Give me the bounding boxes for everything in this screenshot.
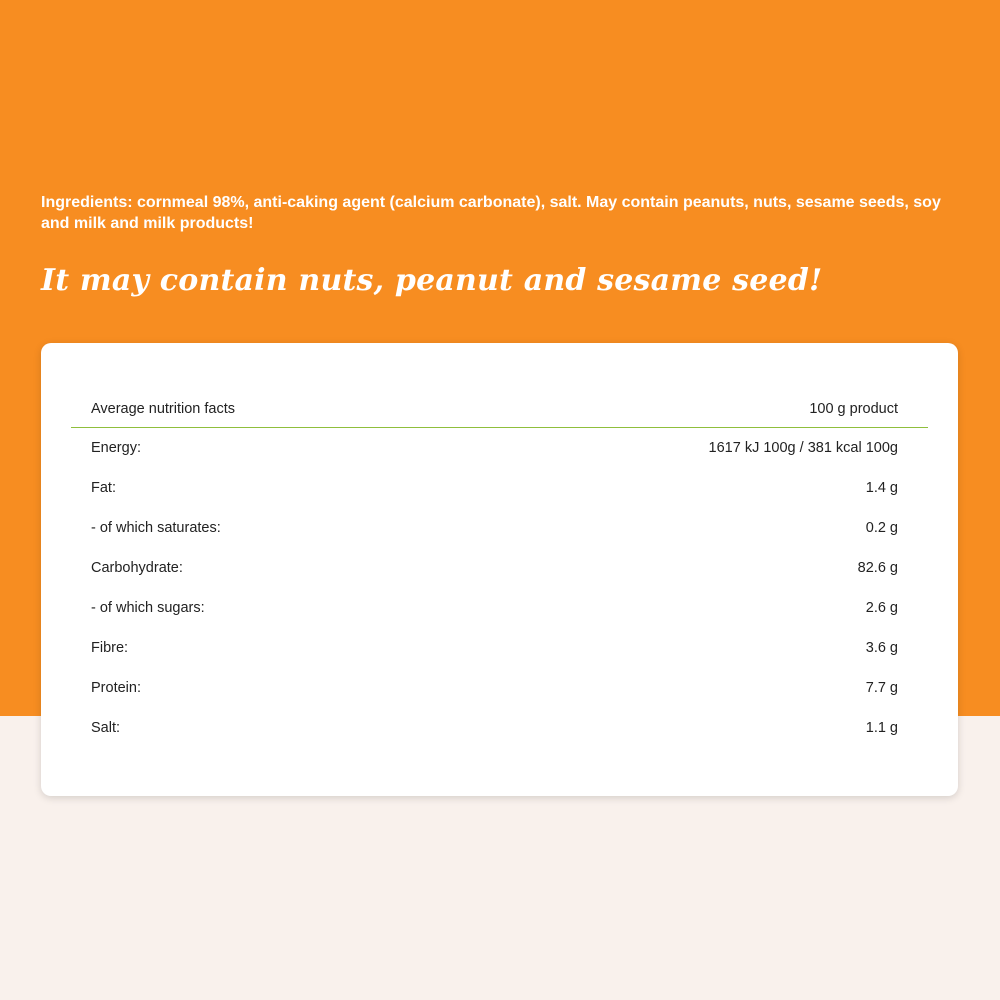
nutrition-row-sugars — [71, 588, 928, 628]
nutrition-header-value: 100 g product — [809, 401, 898, 417]
nutrition-row-label: - of which sugars: — [91, 600, 205, 616]
nutrition-row-value: 2.6 g — [865, 600, 898, 616]
nutrition-row-value: 3.6 g — [865, 640, 898, 656]
nutrition-row-value: 1.1 g — [865, 720, 898, 736]
nutrition-header-label: Average nutrition facts — [91, 401, 236, 417]
nutrition-row-carbohydrate — [71, 548, 928, 588]
nutrition-row-value: 82.6 g — [857, 560, 898, 576]
nutrition-row-value: 1.4 g — [865, 480, 898, 496]
nutrition-row-label: Protein: — [91, 680, 141, 696]
nutrition-row-value: 1617 kJ 100g / 381 kcal 100g — [708, 440, 898, 456]
nutrition-row-value: 0.2 g — [865, 520, 898, 536]
nutrition-row-energy — [71, 428, 928, 468]
nutrition-row-label: Carbohydrate: — [91, 560, 183, 576]
nutrition-row-label: Energy: — [91, 440, 141, 456]
nutrition-row-label: Salt: — [91, 720, 121, 736]
nutrition-row-saturates — [71, 508, 928, 548]
nutrition-row-value: 7.7 g — [865, 680, 898, 696]
nutrition-card — [41, 343, 958, 796]
nutrition-table — [71, 391, 928, 748]
nutrition-row-salt — [71, 708, 928, 748]
nutrition-row-fat — [71, 468, 928, 508]
allergen-warning: It may contain nuts, peanut and sesame seed! — [41, 263, 823, 298]
nutrition-header-row — [71, 391, 928, 428]
nutrition-row-label: Fat: — [91, 480, 116, 496]
nutrition-row-label: Fibre: — [91, 640, 129, 656]
nutrition-row-fibre — [71, 628, 928, 668]
nutrition-row-label: - of which saturates: — [91, 520, 221, 536]
nutrition-row-protein — [71, 668, 928, 708]
ingredients-text: Ingredients: cornmeal 98%, anti-caking agent (calcium carbonate), salt. May contain peanuts, nuts, sesame seeds, soy and milk and milk products! — [41, 194, 941, 232]
